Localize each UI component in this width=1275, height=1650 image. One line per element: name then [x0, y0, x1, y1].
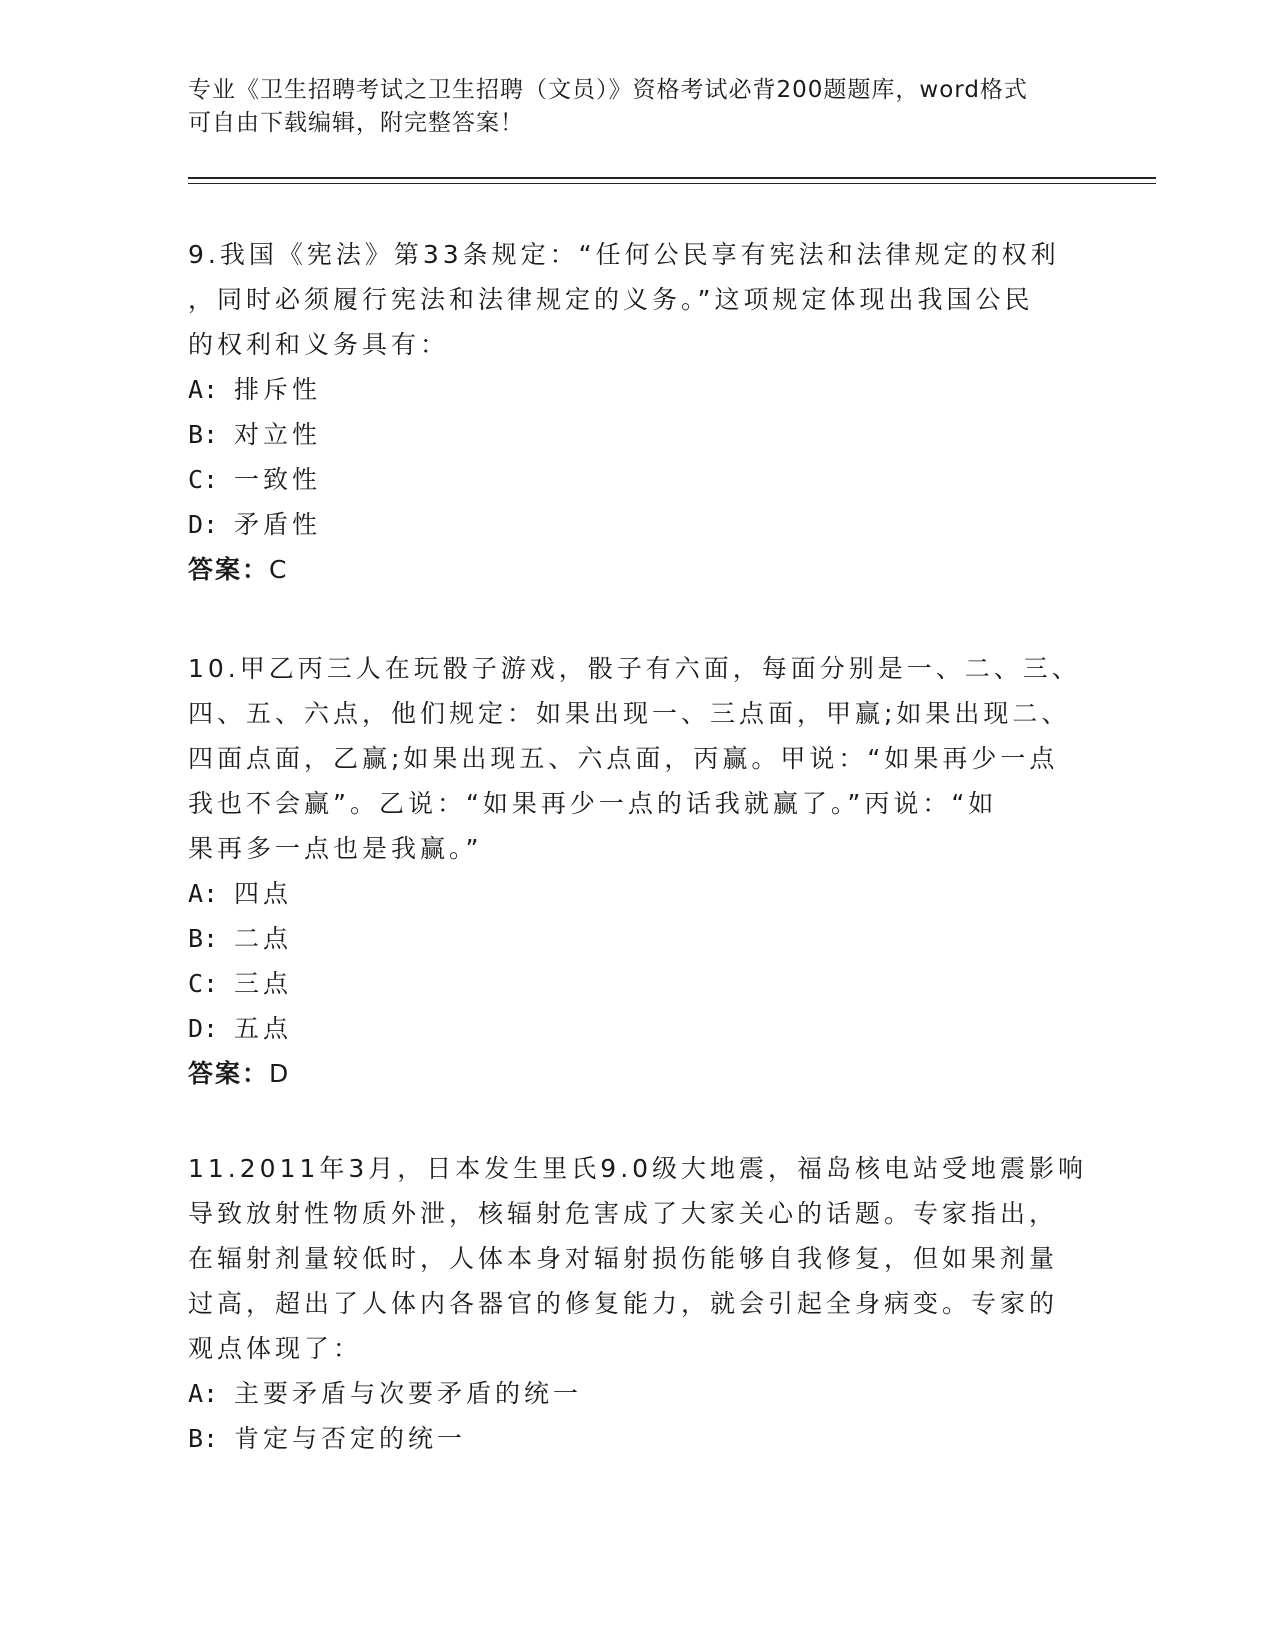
option-a	[188, 367, 1088, 412]
answer-line	[188, 547, 1088, 593]
option-d	[188, 502, 1088, 547]
option-letter: C:	[188, 465, 219, 494]
document-header	[188, 74, 1088, 140]
option-d	[188, 1006, 1088, 1051]
option-text: 排斥性	[234, 375, 322, 404]
stem-line: ，同时必须履行宪法和法律规定的义务。”这项规定体现出我国公民	[188, 285, 1034, 314]
question-11	[188, 1146, 1088, 1461]
option-a	[188, 871, 1088, 916]
answer-label: 答案：	[188, 1059, 270, 1088]
option-text: 五点	[234, 1014, 293, 1043]
option-letter: A:	[188, 375, 219, 404]
header-title-line-2: 可自由下载编辑，附完整答案！	[188, 110, 524, 136]
stem-line: 在辐射剂量较低时，人体本身对辐射损伤能够自我修复，但如果剂量	[188, 1244, 1059, 1273]
option-letter: B:	[188, 420, 219, 449]
option-a	[188, 1371, 1088, 1416]
stem-line: 四面点面，乙赢;如果出现五、六点面，丙赢。甲说：“如果再少一点	[188, 744, 1059, 773]
option-b	[188, 412, 1088, 457]
option-letter: A:	[188, 879, 219, 908]
option-letter: A:	[188, 1379, 219, 1408]
option-letter: D:	[188, 510, 219, 539]
option-text: 三点	[234, 969, 293, 998]
option-c	[188, 961, 1088, 1006]
stem-line: 果再多一点也是我赢。”	[188, 834, 483, 863]
stem-line: 四、五、六点，他们规定：如果出现一、三点面，甲赢;如果出现二、	[188, 699, 1071, 728]
answer-value: C	[269, 555, 289, 584]
option-b	[188, 916, 1088, 961]
question-stem	[188, 646, 1088, 871]
answer-label: 答案：	[188, 555, 270, 584]
answer-value: D	[269, 1059, 291, 1088]
option-b	[188, 1416, 1088, 1461]
option-letter: C:	[188, 969, 219, 998]
header-divider-thick	[188, 177, 1156, 179]
option-letter: B:	[188, 924, 219, 953]
header-title-line-1: 专业《卫生招聘考试之卫生招聘（文员）》资格考试必背200题题库，word格式	[188, 77, 1028, 103]
stem-line: 导致放射性物质外泄，核辐射危害成了大家关心的话题。专家指出，	[188, 1199, 1059, 1228]
option-letter: B:	[188, 1424, 219, 1453]
stem-line: 9.我国《宪法》第33条规定：“任何公民享有宪法和法律规定的权利	[188, 240, 1060, 269]
question-stem	[188, 1146, 1088, 1371]
question-stem	[188, 232, 1088, 367]
stem-line: 我也不会赢”。乙说：“如果再少一点的话我就赢了。”丙说：“如	[188, 789, 998, 818]
question-9	[188, 232, 1088, 593]
option-text: 一致性	[234, 465, 322, 494]
stem-line: 10.甲乙丙三人在玩骰子游戏，骰子有六面，每面分别是一、二、三、	[188, 654, 1081, 683]
option-text: 肯定与否定的统一	[234, 1424, 467, 1453]
header-divider-thin	[188, 183, 1156, 184]
option-text: 对立性	[234, 420, 322, 449]
option-c	[188, 457, 1088, 502]
option-text: 矛盾性	[234, 510, 322, 539]
option-text: 主要矛盾与次要矛盾的统一	[234, 1379, 583, 1408]
option-text: 四点	[234, 879, 293, 908]
question-10	[188, 646, 1088, 1097]
option-letter: D:	[188, 1014, 219, 1043]
stem-line: 观点体现了：	[188, 1334, 363, 1363]
option-text: 二点	[234, 924, 293, 953]
answer-line	[188, 1051, 1088, 1097]
stem-line: 11.2011年3月，日本发生里氏9.0级大地震，福岛核电站受地震影响	[188, 1154, 1088, 1183]
stem-line: 过高，超出了人体内各器官的修复能力，就会引起全身病变。专家的	[188, 1289, 1059, 1318]
stem-line: 的权利和义务具有：	[188, 330, 450, 359]
